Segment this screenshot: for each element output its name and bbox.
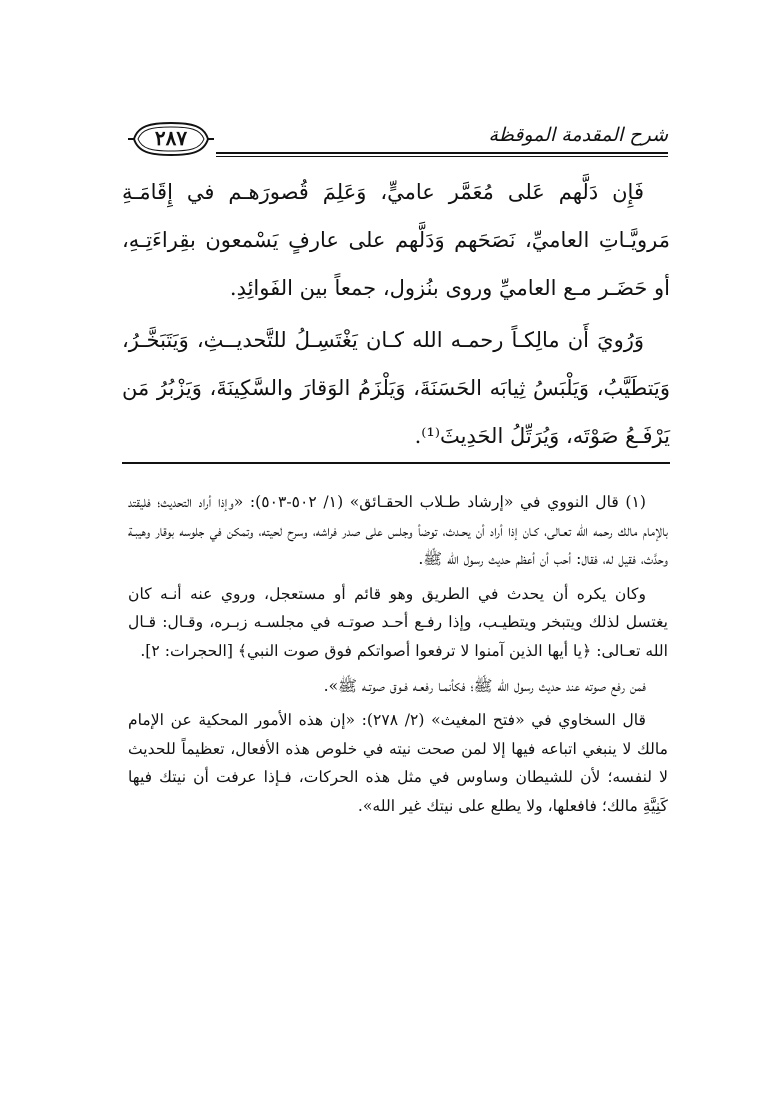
page-number: ٢٨٧ [154,126,188,150]
footnotes [128,488,668,827]
main-text [122,168,670,460]
main-paragraph-2: وَرُويَ أَن مالِكـاً رحمـه الله كـان يَغْتَسِـلُ للتَّحديــثِ، وَيَتَبَخَّـرُ، وَيَتطَيَّبُ، وَيَلْبَسُ ثِيابَه الحَسَنَةَ، وَيَلْزَمُ الوَقارَ والسَّكِينَةَ، وَيَزْبُرُ مَن يَرْفَـعُ صَوْتَه، وَيُرَتِّلُ الحَدِيثَ⁽¹⁾. [122,328,670,448]
page-number-badge [128,120,214,158]
footnote-divider [122,462,670,464]
footnote-paragraph-1: (١) قال النووي في «إرشاد طـلاب الحقـائق» (١/ ٥٠٢-٥٠٣): «وإذا أراد التحديث؛ فليقتد بالإمام مالك رحمه الله تعـالى، كـان إذا أراد أن يحـدث، توضأ وجلس على صدر فراشه، وسرح لحيته، وتمكن في جلوسه بوقار وهيبـة وحدَّث، فقيل له، فقال: أحب أن أعظم حديث رسول الله ﷺ. [128,493,668,569]
header-rule-thin [216,156,668,157]
footnote-paragraph-3: فمن رفع صوته عند حديث رسول الله ﷺ؛ فكأنمـا رفعـه فـوق صوتـه ﷺ». [323,676,646,695]
main-paragraph-1: فَإِن دَلَّهم عَلى مُعَمَّر عاميٍّ، وَعَلِمَ قُصورَهـم في إِقَامَـةِ مَرويَّـاتِ العاميِّ، نَصَحَهم وَدَلَّهم على عارفٍ يَسْمعون بقِراءَتِـهِ، أو حَضَـر مـع العاميِّ وروى بنُزول، جمعاً بين الفَوائِدِ. [122,180,670,300]
footnote-paragraph-2: وكان يكره أن يحدث في الطريق وهو قائم أو مستعجل، وروي عنه أنـه كان يغتسل لذلك ويتبخر ويتطيـب، وإذا رفـع أحـد صوتـه في مجلسـه زبـره، وقـال: قـال الله تعـالى: ﴿يا أيها الذين آمنوا لا ترفعوا أصواتكم فوق صوت النبي﴾ [الحجرات: ٢]. [128,584,668,660]
footnote-paragraph-4: قال السخاوي في «فتح المغيث» (٢/ ٢٧٨): «إن هذه الأمور المحكية عن الإمام مالك لا ينبغي اتباعه فيها إلا لمن صحت نيته في خلوص هذه الأفعال، تعظيماً للحديث لا لنفسه؛ لأن للشيطان وساوس في مثل هذه الحركات، فـإذا عرفت أن نيتك فيها كَنِيَّةِ مالك؛ فافعلها، ولا يطلع على نيتك غير الله». [128,711,668,815]
page-header [128,118,668,162]
running-title: شرح المقدمة الموقظة [481,124,668,146]
header-rule [216,152,668,154]
